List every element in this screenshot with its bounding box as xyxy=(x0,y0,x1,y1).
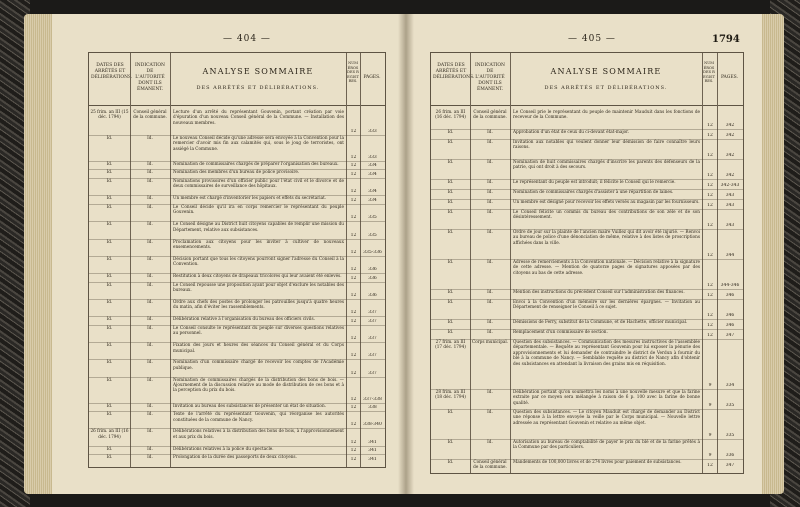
row-page: 335 xyxy=(725,433,735,438)
left-register-table xyxy=(88,52,386,468)
row-authority: Conseil général de la commune. xyxy=(133,109,167,120)
row-date: Id. xyxy=(106,221,113,227)
row-date: Id. xyxy=(106,411,113,417)
row-authority: Id. xyxy=(487,409,493,414)
header-indication: INDICATION DE L'AUTORITÉ DONT ILS ÉMANENT. xyxy=(135,63,165,92)
row-authority: Id. xyxy=(487,299,493,304)
table-row xyxy=(89,282,385,299)
row-page: 338 xyxy=(368,405,377,411)
row-summary: Nomination de huit commissaires chargés d'inscrire les parents des défenseurs de la patrie, qui ont droit à des secours. xyxy=(513,159,700,170)
row-page: 337-338 xyxy=(363,396,382,402)
row-page: 342 xyxy=(725,123,735,128)
row-summary: Nomination de commissaires chargés de préparer l'organisation des bureaux. xyxy=(173,160,339,166)
table-row xyxy=(431,189,743,199)
row-date: Id. xyxy=(106,324,113,330)
row-authority: Id. xyxy=(147,134,153,140)
row-authority: Id. xyxy=(487,179,493,184)
row-date: Id. xyxy=(106,376,113,382)
table-row xyxy=(431,109,743,129)
row-authority: Id. xyxy=(147,298,153,304)
table-row xyxy=(89,135,385,161)
table-row xyxy=(89,377,385,403)
row-date: Id. xyxy=(106,178,113,184)
row-date: 27 frim. an III (17 déc. 1794) xyxy=(435,339,466,350)
table-row xyxy=(431,209,743,229)
row-summary: Invitation au bureau des subsistances de présenter un état de situation. xyxy=(173,402,326,408)
row-summary: Nomination de commissaires chargés de la distribution des bons de bois. — Ajournement de la discussion relative au mode de distribution de ces bons et à la perception du prix du bois. xyxy=(173,376,344,393)
row-date: Id. xyxy=(447,139,454,144)
row-summary: Remplacement d'un commissaire de section. xyxy=(513,329,608,334)
header-numeros: NUMÉROS DES REGISTRES. xyxy=(703,61,715,83)
row-authority: Id. xyxy=(147,195,153,201)
row-summary: Délibération portant qu'on soumettra les noms à une nouvelle mesure et que la farine extraite par ce moyen sera mélangée à raison de 6 p. 100 avec la farine de bonne qualité. xyxy=(513,389,700,405)
row-authority: Conseil général de la commune. xyxy=(473,459,507,469)
table-row xyxy=(431,159,743,179)
row-date: Id. xyxy=(447,409,454,414)
row-page: 342 xyxy=(725,133,735,138)
table-row xyxy=(89,411,385,428)
row-summary: Proclamation aux citoyens pour les inviter à cultiver de nouveaux ensemencements. xyxy=(173,238,344,249)
table-row xyxy=(431,329,743,339)
table-row xyxy=(89,256,385,273)
row-page: 337 xyxy=(368,336,377,342)
table-row xyxy=(431,409,743,439)
row-summary: Démissions de Ferry, substitut de la Commune, et de Hachette, officier municipal. xyxy=(513,319,688,324)
row-register-number: 12 xyxy=(707,283,713,288)
row-date: Id. xyxy=(447,129,454,134)
right-register-table xyxy=(430,52,744,474)
row-page: 335-336 xyxy=(363,249,382,255)
row-page: 344 xyxy=(725,253,735,258)
table-row xyxy=(431,229,743,259)
row-summary: Le nouveau Conseil décide qu'une adresse sera envoyée à la Convention pour la remercier d'avoir mis fin aux calamités qui, sous le joug de terroristes, ont assiégé la Commune. xyxy=(173,134,344,151)
row-date: Id. xyxy=(106,281,113,287)
right-page-number: — 405 — xyxy=(568,34,616,44)
row-summary: Délibération relative à l'organisation du bureau des officiers civils. xyxy=(173,316,315,322)
row-register-number: 12 xyxy=(707,323,713,328)
table-row xyxy=(89,454,385,463)
row-date: Id. xyxy=(106,454,113,460)
table-row xyxy=(431,259,743,289)
table-row xyxy=(431,199,743,209)
row-authority: Id. xyxy=(147,411,153,417)
row-page: 336 xyxy=(368,292,377,298)
row-page: 341 xyxy=(368,439,377,445)
row-date: Id. xyxy=(106,359,113,365)
row-authority: Id. xyxy=(147,255,153,261)
table-row xyxy=(89,239,385,256)
row-date: 26 frim. an III (16 déc. 1794) xyxy=(435,109,466,120)
row-authority: Id. xyxy=(487,389,493,394)
row-page: 347 xyxy=(725,463,735,468)
row-page: 343 xyxy=(725,193,735,198)
row-authority: Id. xyxy=(147,273,153,279)
row-authority: Id. xyxy=(147,428,153,434)
row-summary: Restitution à deux citoyens de drapeaux tricolores qui leur avaient été enlevés. xyxy=(173,273,342,279)
row-date: Id. xyxy=(106,445,113,451)
row-page: 342 xyxy=(725,173,735,178)
row-summary: Question des subsistances. — Communication des mesures instructives de l'assemblée départementale. — Requête au représentant Gouvenin pour lui exposer la pénurie des approvisionnements et lui demander de contraindre le district de Verdun à fournir du blé à la commune de Nancy. — Semblable requête au district de Nancy afin d'obtenir des subsistances en attendant la livraison des grains mis en réquisition. xyxy=(513,339,700,366)
row-register-number: 12 xyxy=(707,293,713,298)
row-register-number: 12 xyxy=(707,463,713,468)
row-authority: Id. xyxy=(147,376,153,382)
row-page: 334 xyxy=(368,163,377,169)
row-authority: Id. xyxy=(487,319,493,324)
left-table-header xyxy=(89,53,385,106)
table-row xyxy=(431,179,743,189)
row-page: 346 xyxy=(725,323,735,328)
row-register-number: 12 xyxy=(350,275,357,281)
table-row xyxy=(89,161,385,170)
header-numeros: NUMÉROS DES REGISTRES. xyxy=(347,61,359,83)
row-summary: Nomination d'un commissaire chargé de recevoir les comptes de l'Académie publique. xyxy=(173,359,344,370)
row-summary: Texte de l'arrêté du représentant Gouvenin, qui réorganise les autorités constituées de la commune de Nancy. xyxy=(173,411,344,422)
row-summary: Un membre est chargé d'inventorier les papiers et effets du secrétariat. xyxy=(173,195,327,201)
table-row xyxy=(431,319,743,329)
row-authority: Id. xyxy=(147,445,153,451)
row-date: Id. xyxy=(447,459,454,464)
row-register-number: 12 xyxy=(350,163,357,169)
row-authority: Id. xyxy=(487,189,493,194)
table-row xyxy=(89,403,385,412)
row-date: Id. xyxy=(106,273,113,279)
row-register-number: 12 xyxy=(707,123,713,128)
header-subtitle: DES ARRÊTÉS ET DÉLIBÉRATIONS. xyxy=(196,85,320,91)
row-authority: Id. xyxy=(487,159,493,164)
header-pages: PAGES. xyxy=(363,75,381,80)
row-authority: Id. xyxy=(487,329,493,334)
row-summary: Adresse de remerciements à la Convention nationale. — Décision relative à la signature de cette adresse. — Mention de quatorze pages de signatures apposées par des citoyens au bas de cette adresse. xyxy=(513,259,700,275)
row-summary: Mention des instructions du précédent Conseil sur l'administration des finances. xyxy=(513,289,685,294)
row-register-number: 12 xyxy=(707,313,713,318)
row-date: 26 frim. an III (16 déc. 1794) xyxy=(90,428,129,439)
row-summary: Ordre de jour sur la plainte de l'ancien maire Vuillez qui dit avoir été injurié. — Renvoi au bureau de police d'une dénonciation de même, relative à des listes de proscriptions affichées dans la ville. xyxy=(513,229,700,245)
row-summary: Mandements de 100,000 livres et de 274 livres pour paiement de subsistances. xyxy=(513,459,682,464)
table-row xyxy=(89,178,385,195)
header-indication: INDICATION DE L'AUTORITÉ DONT ILS ÉMANENT. xyxy=(475,63,505,92)
row-page: 335 xyxy=(368,215,377,221)
row-date: Id. xyxy=(447,199,454,204)
row-register-number: 12 xyxy=(350,189,357,195)
row-register-number: 12 xyxy=(350,232,357,238)
row-date: Id. xyxy=(447,159,454,164)
header-dates: DATES DES ARRÊTÉS ET DÉLIBÉRATIONS. xyxy=(91,63,133,80)
row-summary: Fixation des jours et heures des séances du Conseil général et du Corps municipal. xyxy=(173,342,344,353)
row-register-number: 12 xyxy=(350,215,357,221)
row-page: 335 xyxy=(368,232,377,238)
row-summary: Décision portant que tous les citoyens pourront signer l'adresse du Conseil à la Convention. xyxy=(173,255,344,267)
table-row xyxy=(431,339,743,389)
row-register-number: 12 xyxy=(707,223,713,228)
row-authority: Id. xyxy=(487,439,493,444)
row-register-number: 12 xyxy=(350,396,357,402)
row-authority: Id. xyxy=(487,129,493,134)
table-row xyxy=(89,359,385,376)
table-row xyxy=(431,299,743,319)
row-register-number: 12 xyxy=(707,253,713,258)
row-register-number: 9 xyxy=(708,383,712,388)
row-authority: Id. xyxy=(147,178,153,184)
row-date: Id. xyxy=(447,229,454,234)
row-summary: Lecture d'un arrêté du représentant Gouvenin, portant création par voie d'épuration d'un nouveau Conseil général de la Commune. — Installation des nouveaux membres. xyxy=(173,109,344,125)
table-row xyxy=(89,325,385,342)
row-register-number: 12 xyxy=(707,193,713,198)
row-authority: Id. xyxy=(147,160,153,166)
row-date: Id. xyxy=(106,255,113,261)
row-authority: Id. xyxy=(487,199,493,204)
row-summary: Un membre est désigné pour recevoir les effets versés au magasin par les fournisseurs. xyxy=(513,199,700,204)
row-register-number: 12 xyxy=(350,267,357,273)
row-page: 341 xyxy=(368,448,377,454)
table-row xyxy=(89,169,385,178)
row-register-number: 12 xyxy=(350,405,357,411)
row-register-number: 9 xyxy=(708,433,712,438)
row-summary: Invitation aux notables qui veulent donner leur démission de faire connaître leurs raisons. xyxy=(513,139,700,150)
row-register-number: 9 xyxy=(708,403,712,408)
row-register-number: 12 xyxy=(350,318,357,324)
row-register-number: 12 xyxy=(350,370,357,376)
table-row xyxy=(89,446,385,455)
header-dates: DATES DES ARRÊTÉS ET DÉLIBÉRATIONS. xyxy=(433,63,475,80)
row-page: 333 xyxy=(368,128,377,134)
row-authority: Corps municipal. xyxy=(471,339,509,344)
row-authority: Conseil général de la commune. xyxy=(473,109,507,120)
row-page: 343 xyxy=(725,223,735,228)
row-register-number: 12 xyxy=(350,353,357,359)
row-page: 336 xyxy=(725,453,735,458)
row-summary: Le Conseil prie le représentant du peuple de maintenir Mauduit dans les fonctions de receveur de la Commune. xyxy=(513,109,700,120)
row-summary: Nominations provisoires d'un officier public pour l'état civil et le divorce et de deux commissaires de surveillance des hôpitaux. xyxy=(173,178,344,189)
row-authority: Id. xyxy=(147,359,153,365)
row-date: Id. xyxy=(447,179,454,184)
row-page: 334 xyxy=(725,383,735,388)
row-date: 25 frim. an III (15 déc. 1794) xyxy=(90,109,129,120)
table-row xyxy=(89,109,385,135)
row-page: 341 xyxy=(368,456,377,462)
row-register-number: 12 xyxy=(350,456,357,462)
row-authority: Id. xyxy=(487,139,493,144)
row-authority: Id. xyxy=(147,281,153,287)
row-authority: Id. xyxy=(147,238,153,244)
page-edges-right xyxy=(760,14,784,494)
row-date: Id. xyxy=(106,134,113,140)
row-summary: Nomination de commissaires chargés d'assister à une répartition de laines. xyxy=(513,189,674,194)
row-authority: Id. xyxy=(147,203,153,209)
row-summary: Prolongation de la durée des passeports de deux citoyens. xyxy=(173,454,297,460)
row-page: 342 xyxy=(725,153,735,158)
book-gutter xyxy=(398,14,414,494)
table-row xyxy=(431,459,743,469)
row-summary: Délibérations relatives à la police du spectacle. xyxy=(173,445,274,451)
row-register-number: 12 xyxy=(707,133,713,138)
row-page: 338-340 xyxy=(363,422,382,428)
table-row xyxy=(89,316,385,325)
header-title: ANALYSE SOMMAIRE xyxy=(202,67,314,76)
header-title: ANALYSE SOMMAIRE xyxy=(550,67,662,76)
row-page: 334 xyxy=(368,189,377,195)
row-register-number: 12 xyxy=(350,292,357,298)
row-register-number: 12 xyxy=(350,422,357,428)
row-summary: Nomination des membres d'un bureau de police provisoire. xyxy=(173,169,300,175)
row-summary: Le Conseil félicite un commis du bureau des contributions de son zèle et de son désintéressement. xyxy=(513,209,700,220)
row-authority: Id. xyxy=(487,259,493,264)
row-page: 347 xyxy=(725,333,735,338)
table-row xyxy=(89,273,385,282)
table-row xyxy=(89,221,385,238)
table-row xyxy=(431,389,743,409)
row-register-number: 12 xyxy=(350,172,357,178)
table-row xyxy=(89,204,385,221)
row-register-number: 12 xyxy=(707,183,713,188)
row-date: Id. xyxy=(106,238,113,244)
row-authority: Id. xyxy=(147,402,153,408)
row-date: Id. xyxy=(106,160,113,166)
table-row xyxy=(431,439,743,459)
row-register-number: 12 xyxy=(350,336,357,342)
right-table-header xyxy=(431,53,743,106)
row-date: Id. xyxy=(106,342,113,348)
table-row xyxy=(89,428,385,445)
row-page: 337 xyxy=(368,310,377,316)
row-register-number: 12 xyxy=(707,203,713,208)
row-page: 346 xyxy=(725,293,735,298)
row-date: Id. xyxy=(447,299,454,304)
table-row xyxy=(89,195,385,204)
row-date: Id. xyxy=(106,195,113,201)
row-register-number: 12 xyxy=(350,249,357,255)
row-authority: Id. xyxy=(487,289,493,294)
row-page: 343 xyxy=(725,203,735,208)
table-row xyxy=(431,139,743,159)
row-date: Id. xyxy=(447,439,454,444)
row-page: 336 xyxy=(368,275,377,281)
row-authority: Id. xyxy=(147,316,153,322)
row-authority: Id. xyxy=(487,229,493,234)
row-date: Id. xyxy=(447,319,454,324)
row-date: Id. xyxy=(447,289,454,294)
row-page: 337 xyxy=(368,353,377,359)
row-summary: Le Conseil désigne au District huit citoyens capables de remplir une mission du Département, relative aux subsistances. xyxy=(173,221,344,232)
row-page: 342-343 xyxy=(720,183,740,188)
row-summary: Question des subsistances. — Le citoyen Mauduit est chargé de demander au District une réponse à la lettre envoyée la veille par le Corps municipal. — Nouvelle lettre adressée au représentant Gouvenin et relative au même objet. xyxy=(513,409,700,425)
row-date: Id. xyxy=(447,259,454,264)
row-summary: Approbation d'un état de ceux du ci-devant état-major. xyxy=(513,129,630,134)
row-page: 336 xyxy=(368,267,377,273)
row-authority: Id. xyxy=(147,169,153,175)
table-row xyxy=(431,129,743,139)
row-register-number: 12 xyxy=(350,128,357,134)
row-date: Id. xyxy=(106,203,113,209)
row-summary: Le Conseil consulte le représentant du peuple sur diverses questions relatives au personnel. xyxy=(173,324,344,336)
row-page: 337 xyxy=(368,370,377,376)
row-authority: Id. xyxy=(147,342,153,348)
year-heading: 1794 xyxy=(712,34,740,45)
row-date: Id. xyxy=(106,298,113,304)
row-page: 337 xyxy=(368,318,377,324)
row-authority: Id. xyxy=(487,209,493,214)
row-date: Id. xyxy=(447,189,454,194)
row-register-number: 12 xyxy=(707,333,713,338)
row-register-number: 12 xyxy=(350,310,357,316)
table-row xyxy=(431,289,743,299)
row-date: Id. xyxy=(106,169,113,175)
row-summary: Ordre aux chefs des postes de prolonger les patrouilles jusqu'à quatre heures du matin, afin d'éviter les rassemblements. xyxy=(173,298,344,310)
row-summary: Envoi à la Convention d'un mémoire sur les dernières épargnes. — Invitation au Département de renseigner le Conseil à ce sujet. xyxy=(513,299,700,310)
row-page: 344-346 xyxy=(720,283,740,288)
row-date: Id. xyxy=(447,329,454,334)
row-register-number: 12 xyxy=(707,173,713,178)
row-page: 346 xyxy=(725,313,735,318)
row-page: 334 xyxy=(368,197,377,203)
row-summary: Le représentant du peuple est introduit; il félicite le Conseil qui le remercie. xyxy=(513,179,676,184)
row-date: Id. xyxy=(106,402,113,408)
left-page-number: — 404 — xyxy=(223,34,271,44)
row-register-number: 12 xyxy=(707,153,713,158)
row-register-number: 12 xyxy=(350,154,357,160)
table-row xyxy=(89,342,385,359)
row-summary: Le Conseil repousse une proposition ayant pour objet d'exclure les notables des bureaux. xyxy=(173,281,344,293)
row-date: Id. xyxy=(447,209,454,214)
row-register-number: 9 xyxy=(708,453,712,458)
row-summary: Autorisation au bureau de comptabilité de payer le prix du blé et de la farine prêtés à la Commune par des particuliers. xyxy=(513,439,700,450)
row-date: 28 frim. an III (18 déc. 1794) xyxy=(435,389,466,400)
row-date: Id. xyxy=(106,316,113,322)
row-register-number: 12 xyxy=(350,197,357,203)
row-summary: Délibérations relatives à la distribution des bons de bois, à l'approvisionnement et aux prix du bois. xyxy=(173,428,344,439)
row-authority: Id. xyxy=(147,221,153,227)
row-authority: Id. xyxy=(147,324,153,330)
row-authority: Id. xyxy=(147,454,153,460)
row-page: 334 xyxy=(368,172,377,178)
row-summary: Le Conseil décide qu'il ira en corps remercier le représentant du peuple Gouvenin. xyxy=(173,203,344,215)
row-page: 335 xyxy=(725,403,735,408)
table-row xyxy=(89,299,385,316)
row-register-number: 12 xyxy=(350,448,357,454)
header-subtitle: DES ARRÊTÉS ET DÉLIBÉRATIONS. xyxy=(544,85,668,91)
row-page: 333 xyxy=(368,154,377,160)
row-register-number: 12 xyxy=(350,439,357,445)
header-pages: PAGES. xyxy=(720,75,739,80)
